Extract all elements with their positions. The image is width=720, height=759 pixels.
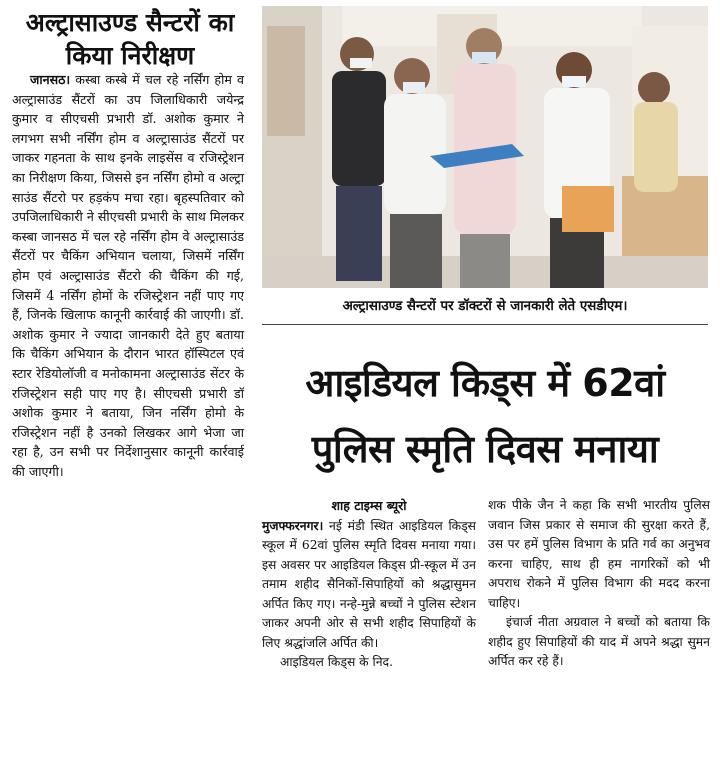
right-headline (262, 350, 708, 482)
caption-divider (262, 324, 708, 325)
news-photo (262, 6, 708, 288)
right-dateline: मुजफ्फरनगर। (262, 517, 324, 533)
photo-illustration (262, 6, 708, 288)
left-headline: अल्ट्रासाउण्ड सैन्टरों का किया निरीक्षण (25, 8, 235, 70)
right-article-column-1 (262, 496, 476, 673)
left-dateline: जानसठ। (30, 72, 71, 87)
right-headline-line-2: पुलिस स्मृति दिवस मनाया (311, 427, 659, 471)
right-col2-paragraph-2: इंचार्ज नीता अग्रवाल ने बच्चों को बताया कि शहीद हुए सिपाहियों की याद में अपने श्रद्धा सुमन अर्पित कर रहे हैं। (488, 615, 710, 668)
right-article-column-2 (488, 496, 710, 672)
right-col1-paragraph-1: नई मंडी स्थित आइडियल किड्स स्कूल में 62वां पुलिस स्मृति दिवस मनाया गया। इस अवसर पर आइडियल किड्स प्री-स्कूल में उन तमाम शहीद सैनिकों-सिपाहियों को श्रद्धासुमन अर्पित किए गए। नन्हे-मुन्ने बच्चों ने पुलिस स्टेशन जाकर अपनी ओर से सभी शहीद सिपाहियों के लिए श्रद्धांजलि अर्पित की। (262, 518, 476, 650)
right-col1-paragraph-2: आइडियल किड्स के निद. (280, 655, 393, 669)
bureau-byline: शाह टाइम्स ब्यूरो (331, 498, 407, 513)
photo-caption: अल्ट्रासाउण्ड सैन्टरों पर डॉक्टरों से जानकारी लेते एसडीएम। (342, 299, 628, 314)
left-article-body (12, 70, 244, 481)
right-col2-paragraph-1: शक पीके जैन ने कहा कि सभी भारतीय पुलिस जवान जिस प्रकार से समाज की सुरक्षा करते हैं, उस पर हमें पुलिस विभाग के प्रति गर्व का अनुभव करना चाहिए, साथ ही हम नागरिकों को भी अपराध रोकने में पुलिस विभाग की मदद करना चाहिए। (488, 498, 710, 610)
right-headline-line-1: आइडियल किड्स में 62वां (305, 361, 665, 405)
left-paragraph: कस्बा कस्बे में चल रहे नर्सिंग होम व अल्ट्रासाउंड सैंटरों का उप जिलाधिकारी जयेन्द्र कुमार व सीएचसी प्रभारी डॉ. अशोक कुमार ने लगभग सभी नर्सिंग होम व अल्ट्रासाउंड सैंटरों पर जाकर गहनता के साथ इनके लाइसेंस व रजिस्ट्रेशन का निरीक्षण किया, जिससे इन नर्सिंग होमो व अल्ट्रा साउंड सैंटरो पर हड़कंप मचा रहा। बृहस्पतिवार को उपजिलाधिकारी ने सीएचसी प्रभारी के साथ मिलकर कस्बा जानसठ में चल रहे नर्सिंग होम वे अल्ट्रासाउंड सैंटरों पर चैकिंग अभियान चलाया, जिसमें नर्सिंग होम एवं अल्ट्रासाउंड सैंटरो की चैकिंग की गई, जिसमें 4 नर्सिंग होमों के रजिस्ट्रेशन नहीं पाए गए हैं, जिनके खिलाफ कानूनी कार्रवाई की जाएगी। डॉ. अशोक कुमार ने ज्यादा जानकारी देते हुए बताया कि चैकिंग अभियान के दौरान भारत हॉस्पिटल एवं स्टार रेडियोलॉजी व मनोकामना अल्ट्रासाउंड सेंटर के रजिस्ट्रेशन सही पाए गए है। सीएचसी प्रभारी डॉ अशोक कुमार ने बताया, जिन नर्सिंग होमो के रजिस्ट्रेशन नहीं है उनको लिखकर आगे भेजा जा रहा है, उन सभी पर निर्देशानुसार कानूनी कार्रवाई की जाएगी। (12, 72, 244, 479)
